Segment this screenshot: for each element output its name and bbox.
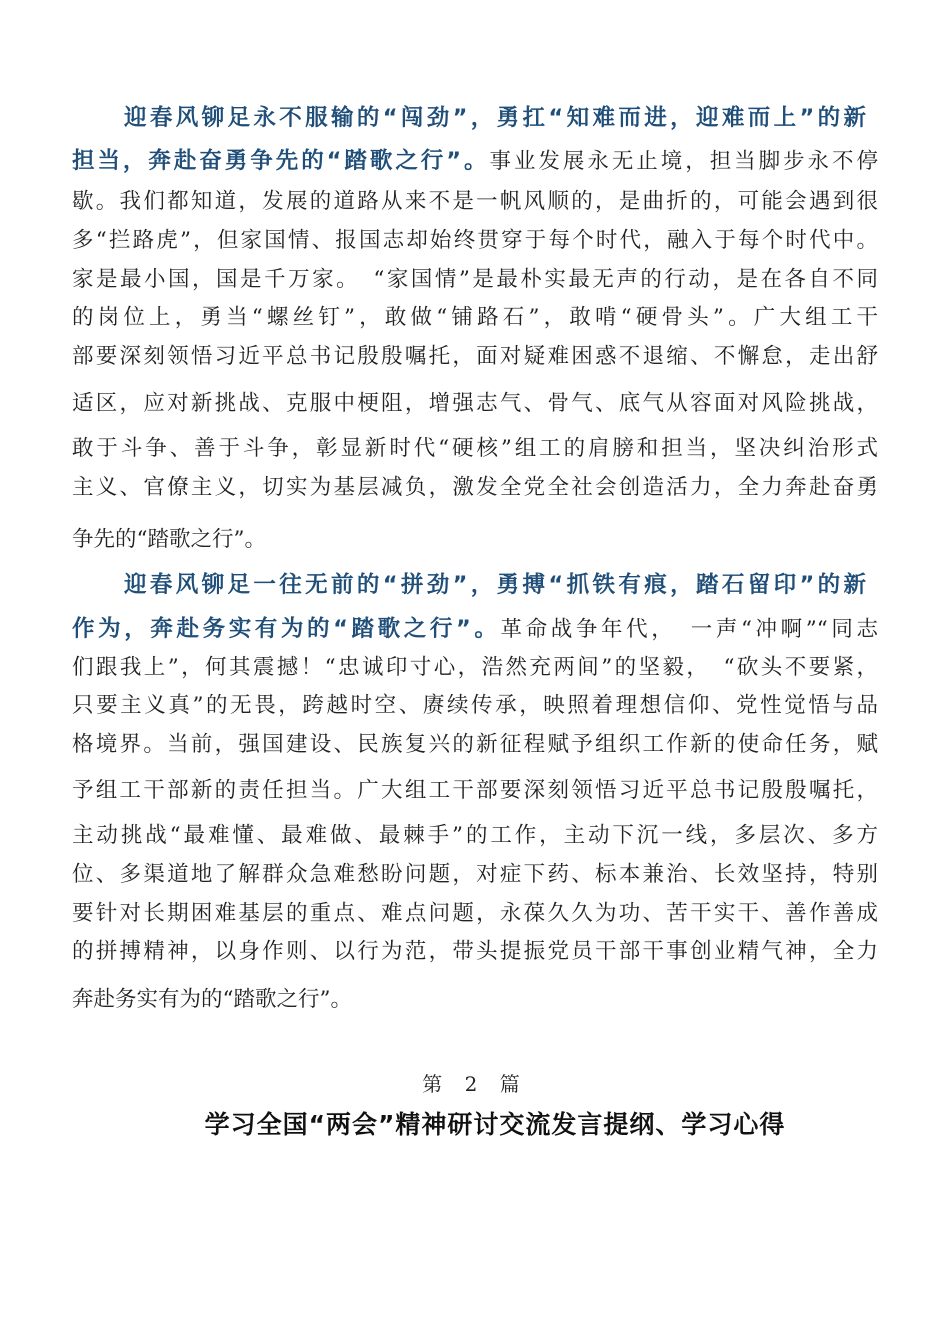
paragraph-line: 争先的“踏歌之行”。 xyxy=(72,527,266,552)
paragraph-line: 的拼搏精神，以身作则、以行为范，带头提振党员干部干事创业精气神，全力 xyxy=(72,939,878,964)
chapter-label: 第 2 篇 xyxy=(422,1072,528,1096)
paragraph-line: 多“拦路虎”，但家国情、报国志却始终贯穿于每个时代，融入于每个时代中。 xyxy=(72,228,878,253)
paragraph-line: 部要深刻领悟习近平总书记殷殷嘱托，面对疑难困惑不退缩、不懈怠，走出舒 xyxy=(72,344,878,369)
paragraph-line: 主义、官僚主义，切实为基层减负，激发全党全社会创造活力，全力奔赴奋勇 xyxy=(72,475,878,500)
section2-heading-rest: 革命战争年代， 一声“冲啊”“同志 xyxy=(500,617,878,642)
section2-heading-line1 xyxy=(124,570,866,601)
section1-heading-text: 迎春风铆足永不服输的“闯劲”，勇扛“知难而进，迎难而上”的新 xyxy=(124,105,866,131)
paragraph-line: 们跟我上”，何其震撼！“忠诚印寸心，浩然充两间”的坚毅， “砍头不要紧， xyxy=(72,655,878,680)
section2-heading-text: 迎春风铆足一往无前的“拼劲”，勇搏“抓铁有痕，踏石留印”的新 xyxy=(124,572,866,598)
chapter-title: 学习全国“两会”精神研讨交流发言提纲、学习心得 xyxy=(204,1110,786,1139)
section2-heading-line2 xyxy=(72,614,878,645)
paragraph-line: 家是最小国，国是千万家。 “家国情”是最朴实最无声的行动，是在各自不同 xyxy=(72,267,878,292)
section1-heading-line2 xyxy=(72,146,878,177)
paragraph-line: 只要主义真”的无畏，跨越时空、赓续传承，映照着理想信仰、党性觉悟与品 xyxy=(72,693,878,718)
paragraph-line: 适区，应对新挑战、克服中梗阻，增强志气、骨气、底气从容面对风险挑战， xyxy=(72,391,878,416)
paragraph-line: 要针对长期困难基层的重点、难点问题，永葆久久为功、苦干实干、善作善成 xyxy=(72,901,878,926)
paragraph-line: 奔赴务实有为的“踏歌之行”。 xyxy=(72,987,352,1012)
section2-heading-bold: 作为，奔赴务实有为的“踏歌之行”。 xyxy=(72,616,501,642)
paragraph-line: 的岗位上，勇当“螺丝钉”，敢做“铺路石”，敢啃“硬骨头”。广大组工干 xyxy=(72,305,878,330)
paragraph-line: 格境界。当前，强国建设、民族复兴的新征程赋予组织工作新的使命任务，赋 xyxy=(72,732,878,757)
paragraph-line: 主动挑战“最难懂、最难做、最棘手”的工作，主动下沉一线，多层次、多方 xyxy=(72,823,878,848)
section1-heading-rest: 事业发展永无止境，担当脚步永不停 xyxy=(489,149,878,174)
paragraph-line: 位、多渠道地了解群众急难愁盼问题，对症下药、标本兼治、长效坚持，特别 xyxy=(72,862,878,887)
paragraph-line: 敢于斗争、善于斗争，彰显新时代“硬核”组工的肩膀和担当，坚决纠治形式 xyxy=(72,436,878,461)
paragraph-line: 歇。我们都知道，发展的道路从来不是一帆风顺的，是曲折的，可能会遇到很 xyxy=(72,189,878,214)
section1-heading-line1 xyxy=(124,103,866,134)
paragraph-line: 予组工干部新的责任担当。广大组工干部要深刻领悟习近平总书记殷殷嘱托， xyxy=(72,778,878,803)
section1-heading-bold: 担当，奔赴奋勇争先的“踏歌之行”。 xyxy=(72,148,490,174)
